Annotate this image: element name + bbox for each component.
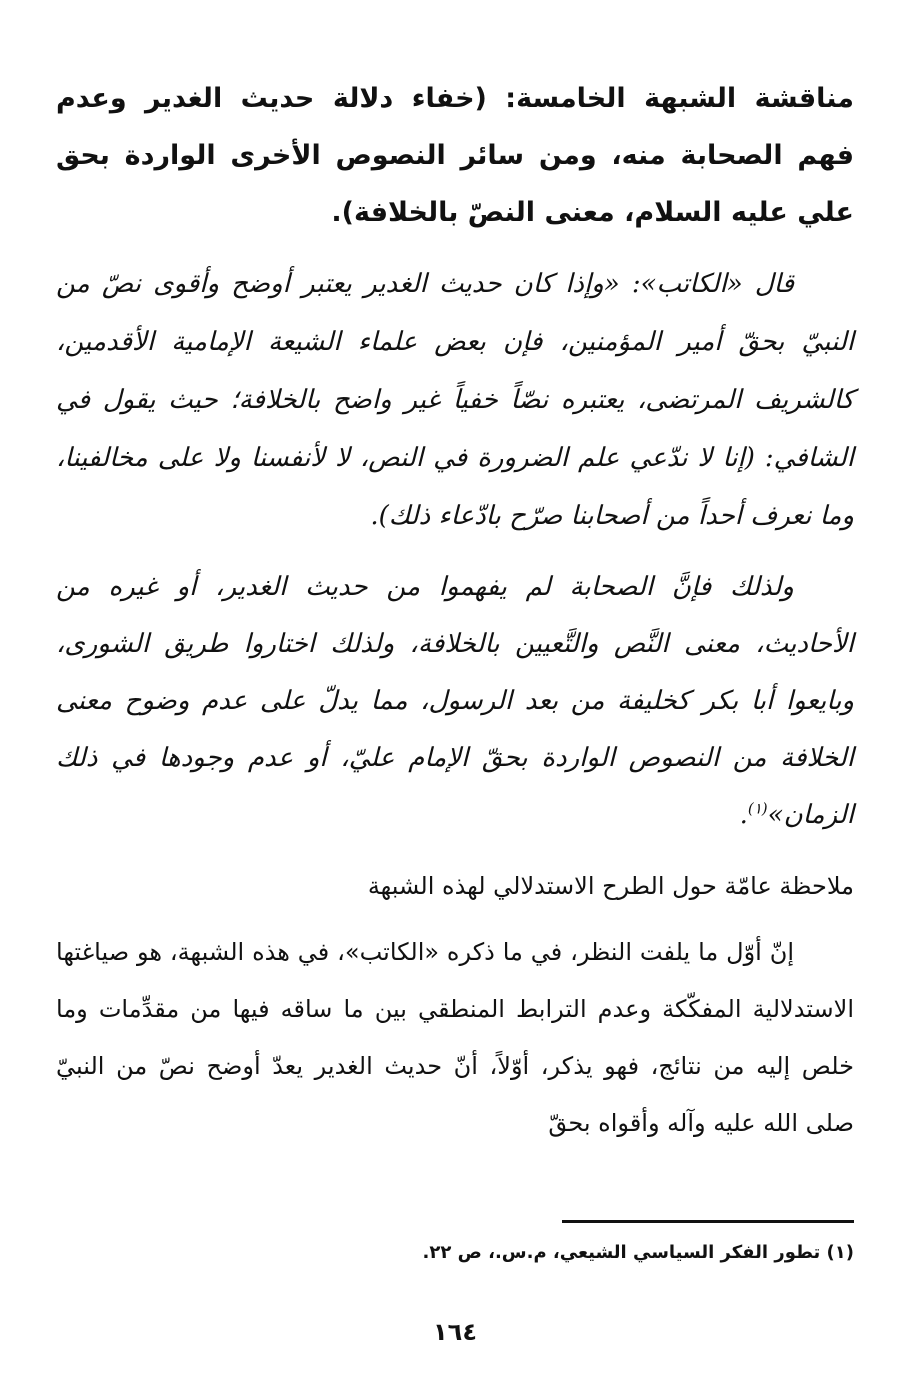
body-paragraph: إنّ أوّل ما يلفت النظر، في ما ذكره «الكاتب»، في هذه الشبهة، هو صياغتها الاستدلالية المفكّكة وعدم الترابط المنطقي بين ما ساقه فيها من مقدِّمات وما خلص إليه من نتائج، فهو يذكر، أوّلاً، أنّ حديث الغدير يعدّ أوضح نصّ من النبيّ صلى الله عليه وآله وأقواه بحقّ <box>56 938 854 1137</box>
quote-paragraph-2-end: . <box>739 800 748 830</box>
page-number: ١٦٤ <box>433 1318 477 1346</box>
quote-paragraph-2-text: ولذلك فإنَّ الصحابة لم يفهموا من حديث الغدير، أو غيره من الأحاديث، معنى النَّص والتَّعيين بالخلافة، ولذلك اختاروا طريق الشورى، وبايعوا أبا بكر كخليفة من بعد الرسول، مما يدلّ على عدم وضوح معنى الخلافة من النصوص الواردة بحقّ الإمام عليّ، أو عدم وجودها في ذلك الزمان» <box>56 572 854 830</box>
quote-paragraph-1: قال «الكاتب»: «وإذا كان حديث الغدير يعتبر أوضح وأقوى نصّ من النبيّ بحقّ أمير المؤمنين، فإن بعض علماء الشيعة الإمامية الأقدمين، كالشريف المرتضى، يعتبره نصّاً خفياً غير واضح بالخلافة؛ حيث يقول في الشافي: (إنا لا ندّعي علم الضرورة في النص، لا لأنفسنا ولا على مخالفينا، وما نعرف أحداً من أصحابنا صرّح بادّعاء ذلك). <box>56 269 854 531</box>
document-page <box>56 70 854 1370</box>
section-heading: مناقشة الشبهة الخامسة: (خفاء دلالة حديث الغدير وعدم فهم الصحابة منه، ومن سائر النصوص الأخرى الواردة بحق علي عليه السلام، معنى النصّ بالخلافة). <box>56 83 854 228</box>
footnote-separator <box>562 1220 854 1223</box>
footnote: (١) تطور الفكر السياسي الشيعي، م.س.، ص ٢٢. <box>422 1242 854 1263</box>
quote-paragraph-2 <box>56 559 854 844</box>
note-heading: ملاحظة عامّة حول الطرح الاستدلالي لهذه الشبهة <box>367 872 854 900</box>
footnote-marker: (١) <box>747 799 768 818</box>
